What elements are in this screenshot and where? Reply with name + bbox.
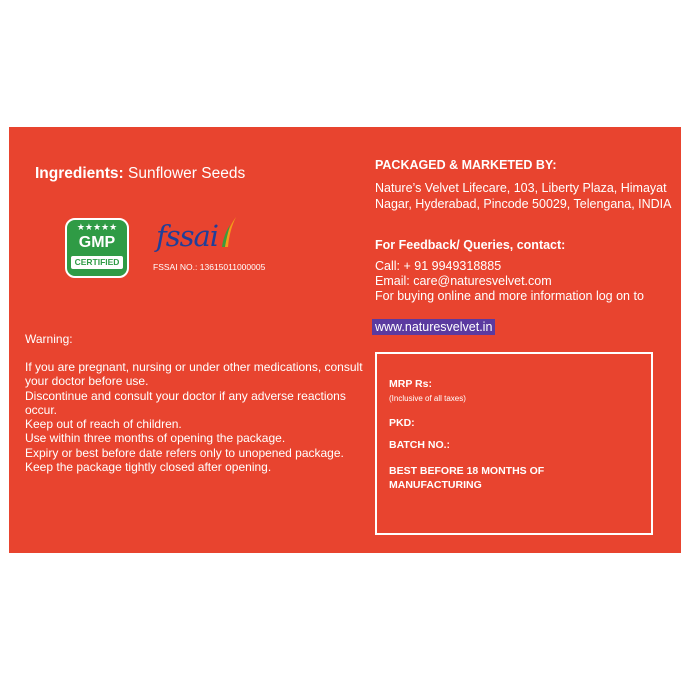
manufacturer-address: Nature’s Velvet Lifecare, 103, Liberty Plaza, Himayat Nagar, Hyderabad, Pincode 50029, Telengana, INDIA [375,181,672,211]
warning-item: Keep the package tightly closed after opening. [25,460,272,475]
mrp-label: MRP Rs: [389,378,432,390]
feedback-title: For Feedback/ Queries, contact: [375,238,566,252]
gmp-stars: ★★★★★ [76,222,118,232]
website-link[interactable]: www.naturesvelvet.in [372,319,495,335]
pkd-label: PKD: [389,417,415,429]
warning-item: Expiry or best before date refers only to unopened package. [25,445,344,460]
batch-info-box [375,352,653,535]
product-label [9,127,681,553]
warning-item: Keep out of reach of children. [25,417,182,432]
batch-label: BATCH NO.: [389,439,451,451]
buying-info: For buying online and more information log on to [375,289,644,303]
packaged-title: PACKAGED & MARKETED BY: [375,158,557,172]
fssai-number: FSSAI NO.: 13615011000005 [153,262,266,272]
best-before-label: BEST BEFORE 18 MONTHS OF MANUFACTURING [389,465,545,491]
ingredients-line [35,165,245,183]
warning-item: Use within three months of opening the package. [25,431,286,446]
fssai-leaf-icon [220,215,238,249]
contact-details [375,259,675,304]
gmp-label: GMP [78,234,116,251]
phone-number: Call: + 91 9949318885 [375,259,502,273]
gmp-certified-text: CERTIFIED [71,256,123,269]
ingredients-value: Sunflower Seeds [123,165,246,182]
email-address: Email: care@naturesvelvet.com [375,274,552,288]
warning-list [25,360,365,474]
warning-item: Discontinue and consult your doctor if any adverse reactions occur. [25,388,346,417]
warning-title: Warning: [25,332,73,346]
ingredients-key: Ingredients: [35,165,124,182]
gmp-certified-badge-icon [65,218,129,278]
tax-note: (Inclusive of all taxes) [389,394,466,403]
warning-item: If you are pregnant, nursing or under other medications, consult your doctor before use. [25,360,363,389]
fssai-logo: fssai [156,219,219,253]
